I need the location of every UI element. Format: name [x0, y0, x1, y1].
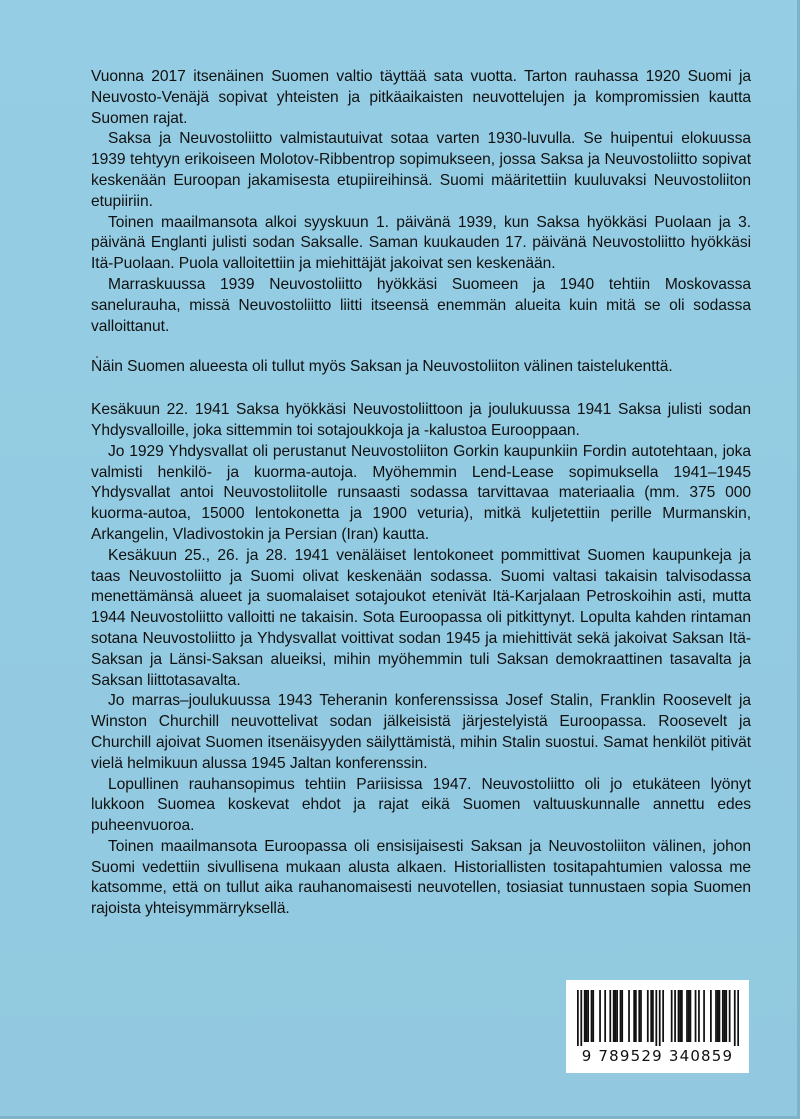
barcode-bar [599, 990, 601, 1042]
barcode-bar [671, 990, 673, 1042]
barcode-bar [710, 990, 712, 1042]
paragraph-11: Toinen maailmansota Euroopassa oli ensisijaisesti Saksan ja Neuvostoliiton välinen, johon Suomi vedettiin sivullisena mukaan alusta alkaen. Historiallisten tositapahtumien valossa me katsomme, että on tullut aika rauhanomaisesti neuvotellen, tosiasiat tunnustaen sopia Suomen rajoista yhteisymmärryksellä. [91, 837, 751, 918]
barcode-bar [650, 990, 652, 1042]
barcode-bar [695, 990, 697, 1042]
barcode-bar [703, 990, 705, 1042]
barcode-bar [688, 990, 690, 1042]
paragraph-8: Kesäkuun 25., 26. ja 28. 1941 venäläiset lentokoneet pommittivat Suomen kaupunkeja ja taas Neuvostoliitto ja Suomi olivat keskenään sodassa. Suomi valtasi takaisin talvisodassa menettämänsä alueet ja suomalaiset sotajoukot etenivät Itä-Karjalaan Petroskoihin asti, mutta 1944 Neuvostoliitto valloitti ne takaisin. Sota Euroopassa oli pitkittynyt. Lopulta kahden rintaman sotana Neuvostoliitto ja Yhdysvallat voittivat sodan 1945 ja miehittivät sekä jakoivat Saksan Itä-Saksan ja Länsi-Saksan alueiksi, mihin myöhemmin tuli Saksan demokraattinen tasavalta ja Saksan liittotasavalta. [91, 546, 751, 689]
barcode-bar [592, 990, 594, 1042]
barcode-bar [640, 990, 642, 1042]
paragraph-1: Vuonna 2017 itsenäinen Suomen valtio täyttää sata vuotta. Tarton rauhassa 1920 Suomi ja Neuvosto-Venäjä sopivat yhteisten ja pitkäaikaisten neuvottelujen ja kompromissien kautta Suomen rajat. [91, 68, 751, 127]
barcode-bar [586, 990, 588, 1042]
barcode-bar [686, 990, 688, 1042]
barcode-bar [662, 990, 664, 1042]
barcode-bar [616, 990, 618, 1042]
barcode-bar [655, 990, 657, 1046]
barcode-bar [681, 990, 683, 1042]
barcode-bar [679, 990, 681, 1042]
barcode-bar [698, 990, 700, 1042]
barcode-bar [591, 990, 593, 1042]
paragraph-3: Toinen maailmansota alkoi syyskuun 1. päivänä 1939, kun Saksa hyökkäsi Puolaan ja 3. päivänä Englanti julisti sodan Saksalle. Saman kuukauden 17. päivänä Neuvostoliitto hyökkäsi Itä-Puolaan. Puola valloitettiin ja miehittäjät jakoivat sen keskenään. [91, 213, 751, 273]
barcode-bar [729, 990, 731, 1042]
barcode-bar [722, 990, 724, 1042]
barcode-bar [674, 990, 676, 1042]
barcode-bar [580, 990, 582, 1046]
paragraph-6: Kesäkuun 22. 1941 Saksa hyökkäsi Neuvostoliittoon ja joulukuussa 1941 Saksa julisti sodan Yhdysvalloille, joka sittemmin toi sotajoukkoja ja -kalustoa Eurooppaan. [91, 401, 751, 439]
paragraph-4: Marraskuussa 1939 Neuvostoliitto hyökkäsi Suomeen ja 1940 tehtiin Moskovassa sanelurauha, missä Neuvostoliitto liitti itseensä enemmän alueita kuin mitä se oli sodassa valloittanut. [91, 275, 751, 335]
barcode-bar [633, 990, 635, 1042]
barcode-bar [719, 990, 721, 1042]
stray-dot [96, 356, 98, 358]
barcode-bar [715, 990, 717, 1042]
barcode-bar [737, 990, 739, 1046]
barcode-bar [628, 990, 630, 1042]
barcode-bar [615, 990, 617, 1042]
paragraph-9: Jo marras–joulukuussa 1943 Teheranin konferenssissa Josef Stalin, Franklin Roosevelt ja Winston Churchill neuvottelivat sodan jälkeisistä järjestelyistä Euroopassa. Roosevelt ja Churchill ajoivat Suomen itsenäisyyden säilyttämistä, mihin Stalin suostui. Samat henkilöt pitivät vielä helmikuun alussa 1945 Jaltan konferenssin. [91, 692, 751, 772]
paragraph-7: Jo 1929 Yhdysvallat oli perustanut Neuvostoliiton Gorkin kaupunkiin Fordin autotehtaan, joka valmisti henkilö- ja kuorma-autoja. Myöhemmin Lend-Lease sopimuksella 1941–1945 Yhdysvallat antoi Neuvostoliitolle runsaasti sodassa tarvittavaa materiaalia (mm. 375 000 kuorma-autoa, 15000 lentokonetta ja 1900 veturia), mitkä kuljetettiin perille Murmanskin, Arkangelin, Vladivostokin ja Persian (Iran) kautta. [91, 442, 751, 543]
barcode-bar [734, 990, 736, 1046]
barcode-bar [635, 990, 637, 1042]
barcode-bar [604, 990, 606, 1042]
barcode-bars [577, 990, 739, 1046]
barcode-bar [652, 990, 654, 1042]
back-cover-text [91, 67, 751, 920]
barcode-bar [609, 990, 611, 1042]
barcode-bar [620, 990, 622, 1042]
barcode-bar [577, 990, 579, 1046]
barcode-bar [717, 990, 719, 1042]
barcode-bar [584, 990, 586, 1042]
barcode-bar [678, 990, 680, 1042]
barcode-bar [621, 990, 623, 1042]
isbn-number: 9 789529 340859 [581, 1047, 734, 1065]
barcode-bar [638, 990, 640, 1042]
barcode-bar [587, 990, 589, 1042]
barcode-bar [647, 990, 649, 1042]
barcode-bar [724, 990, 726, 1042]
paragraph-10: Lopullinen rauhansopimus tehtiin Pariisissa 1947. Neuvostoliitto oli jo etukäteen lyönyt lukkoon Suomea koskevat ehdot ja rajat eikä Suomen valtuuskunnalle annettu edes puheenvuoroa. [91, 775, 751, 835]
isbn-barcode [566, 980, 749, 1073]
paragraph-5: Näin Suomen alueesta oli tullut myös Saksan ja Neuvostoliiton välinen taistelukenttä. [91, 358, 673, 376]
paragraph-2: Saksa ja Neuvostoliitto valmistautuivat sotaa varten 1930-luvulla. Se huipentui elokuussa 1939 tehtyyn erikoiseen Molotov-Ribbentrop sopimukseen, jossa Saksa ja Neuvostoliitto sopivat keskenään Euroopan jakamisesta etupiireihinsä. Suomi määritettiin kuuluvaksi Neuvostoliiton etupiiriin. [91, 130, 751, 210]
barcode-bar [690, 990, 692, 1042]
barcode-bar [725, 990, 727, 1042]
barcode-bar [659, 990, 661, 1046]
barcode-bar [613, 990, 615, 1042]
